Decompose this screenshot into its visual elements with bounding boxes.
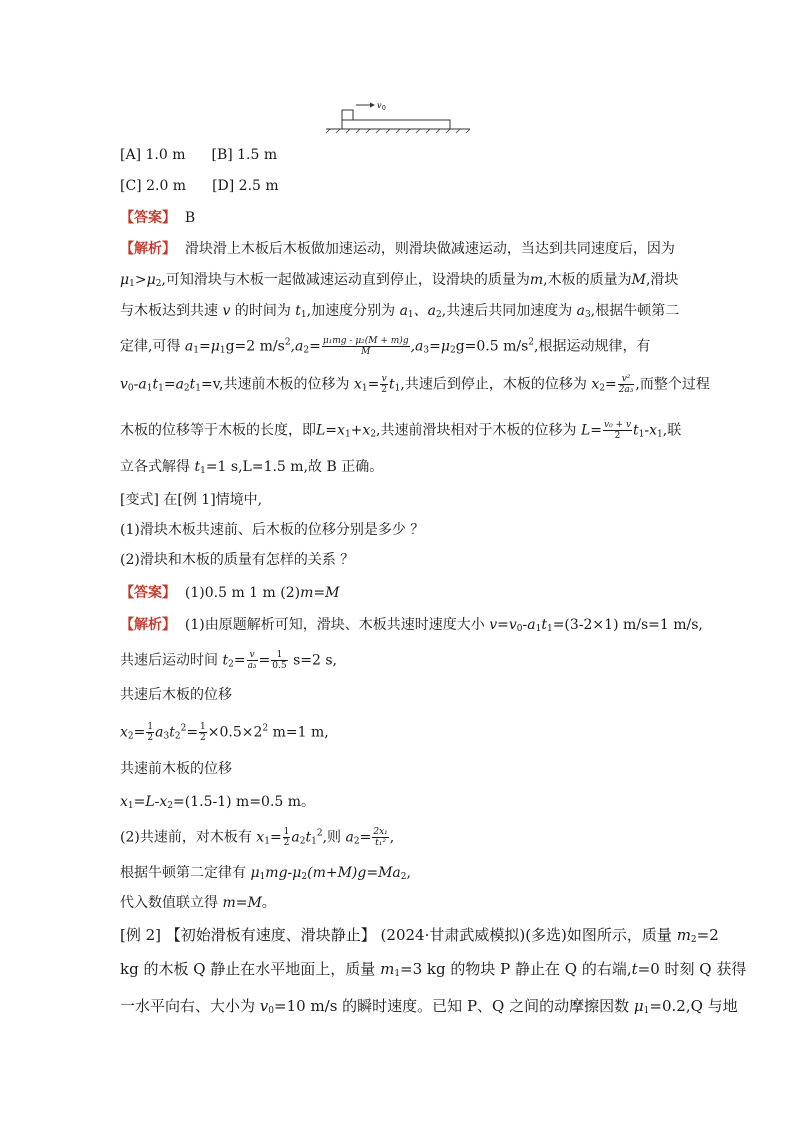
formula-half-fraction-2: $\frac{1}{2}$ xyxy=(200,722,206,743)
analysis-2-line-1: 【解析】 (1)由原题解析可知，滑块、木板共速时速度大小 $v=v_0-a_1t_1=(3-2\times 1)$ m/s=1 m/s, xyxy=(120,617,703,634)
figure-svg xyxy=(320,96,480,136)
answer-value: B xyxy=(184,210,196,226)
variant-title: [变式] 在[例 1]情境中, xyxy=(120,492,263,508)
formula-t2-fraction: $\frac{v}{\text{a₃}}$ xyxy=(247,650,257,671)
example-2-line-3: 一水平向右、大小为 $v_0=10$ m/s 的瞬时速度。已知 P、Q 之间的动摩擦因数 $\mu_1=0.2,Q$ 与地 xyxy=(120,997,738,1016)
answer-1 xyxy=(120,209,195,227)
formula-x2-fraction: $\frac{\text{v²}}{\text{2a₃}}$ xyxy=(618,374,634,395)
analysis-1-line-1 xyxy=(120,240,675,258)
formula-x1-fraction: $\frac{v}{2}$ xyxy=(381,374,388,395)
option-c: [C] 2.0 m xyxy=(120,178,187,194)
analysis-1-line-5: $v_0-a_1t_1=a_2t_1=v$,共速前木板的位移为 $x_1=$ $\frac{v}{2}$ $t_1$,共速后到停止，木板的位移为 $x_2=$ $\frac{\text{v²}}{\text{2a₃}}$ ,而整个过程 xyxy=(120,374,710,395)
answer-2: 【答案】 (1)0.5 m 1 m (2)m=M xyxy=(120,585,340,601)
formula-a2-result-fraction: $\frac{\text{2x₁}}{\text{t₁²}}$ xyxy=(373,827,388,848)
analysis-2-line-3: 共速后木板的位移 xyxy=(120,687,232,703)
velocity-label: v xyxy=(377,101,382,110)
option-b: [B] 1.5 m xyxy=(211,147,278,163)
options-row-1 xyxy=(120,146,277,164)
analysis-2-line-4: $x_2=$ $\frac{1}{2}$ $a_3t_2^2=$ $\frac{1}{2}$ $\times 0.5\times 2^2$ m=1 m, xyxy=(120,722,329,743)
variant-question-1: (1)滑块木板共速前、后木板的位移分别是多少 ？ xyxy=(120,522,425,538)
option-d: [D] 2.5 m xyxy=(212,178,279,194)
variant-question-2: (2)滑块和木板的质量有怎样的关系 ？ xyxy=(120,552,355,568)
analysis-1-line-4: 定律,可得 $a_1=\mu_1g=2$ $m/s^2,a_2=$ $\frac{\text{μ₁mg - μ₂(M + m)g}}{M}$ $,a_3=\mu_2g=0.5$ $m/s^2$,根据运动规律，有 xyxy=(120,336,651,357)
options-row-2 xyxy=(120,177,279,195)
analysis-1-line-3: 与木板达到共速 v 的时间为 $t_1$,加速度分别为 $a_1$、$a_2$,共速后共同加速度为 $a_3$,根据牛顿第二 xyxy=(120,303,680,320)
slider-board-figure xyxy=(320,96,480,136)
board xyxy=(342,120,450,129)
ground-hatch xyxy=(326,129,470,133)
formula-half-fraction: $\frac{1}{2}$ xyxy=(147,722,154,743)
answer-tag: 【答案】 xyxy=(120,585,176,601)
formula-x1-half-fraction: $\frac{1}{2}$ xyxy=(283,827,290,848)
analysis-1-line-7: 立各式解得 $t_1=1$ s,L=1.5 m,故 B 正确。 xyxy=(120,459,384,476)
analysis-2-line-9: 代入数值联立得 m=M。 xyxy=(120,895,276,911)
example-2-line-2: kg 的木板 Q 静止在水平地面上，质量 $m_1=3$ kg 的物块 P 静止在 Q 的右端,t=0 时刻 Q 获得 xyxy=(120,960,747,979)
analysis-tag: 【解析】 xyxy=(120,617,176,633)
analysis-2-line-8: 根据牛顿第二定律有 $\mu_1mg-\mu_2(m+M)g=Ma_2$, xyxy=(120,865,411,882)
block xyxy=(342,110,353,120)
analysis-2-line-5: 共速前木板的位移 xyxy=(120,761,232,777)
analysis-text: 滑块滑上木板后木板做加速运动，则滑块做减速运动，当达到共同速度后，因为 xyxy=(184,241,675,257)
option-a: [A] 1.0 m xyxy=(120,147,186,163)
analysis-2-line-2: 共速后运动时间 $t_2=$ $\frac{v}{\text{a₃}}$ = $\frac{1}{0.5}$ s=2 s, xyxy=(120,650,337,671)
analysis-2-line-6: $x_1=L-x_2=(1.5-1)$ m=0.5 m。 xyxy=(120,794,316,811)
example-2-line-1: [例 2] 【初始滑板有速度、滑块静止】 (2024·甘肃武威模拟)(多选)如图所示，质量 $m_2=2$ xyxy=(120,926,719,945)
analysis-2-line-7: (2)共速前，对木板有 $x_1=$ $\frac{1}{2}$ $a_2t_1^2$,则 $a_2=$ $\frac{\text{2x₁}}{\text{t₁²}}$ , xyxy=(120,827,395,848)
velocity-label-sub: 0 xyxy=(382,105,386,112)
velocity-arrowhead xyxy=(370,103,375,108)
formula-t2-value-fraction: $\frac{1}{0.5}$ xyxy=(272,650,287,671)
answer-tag: 【答案】 xyxy=(120,210,176,226)
formula-a2-fraction: $\frac{\text{μ₁mg - μ₂(M + m)g}}{M}$ xyxy=(322,336,409,357)
analysis-1-line-2: $\mu_1>\mu_2$,可知滑块与木板一起做减速运动直到停止，设滑块的质量为m,木板的质量为M,滑块 xyxy=(120,272,679,289)
analysis-1-line-6: 木板的位移等于木板的长度，即$L=x_1+x_2$,共速前滑块相对于木板的位移为 L= $\frac{\text{v₀ + v}}{2}$ $t_1-x_1$,联 xyxy=(120,420,682,441)
analysis-tag: 【解析】 xyxy=(120,241,176,257)
formula-relative-fraction: $\frac{\text{v₀ + v}}{2}$ xyxy=(603,420,632,441)
